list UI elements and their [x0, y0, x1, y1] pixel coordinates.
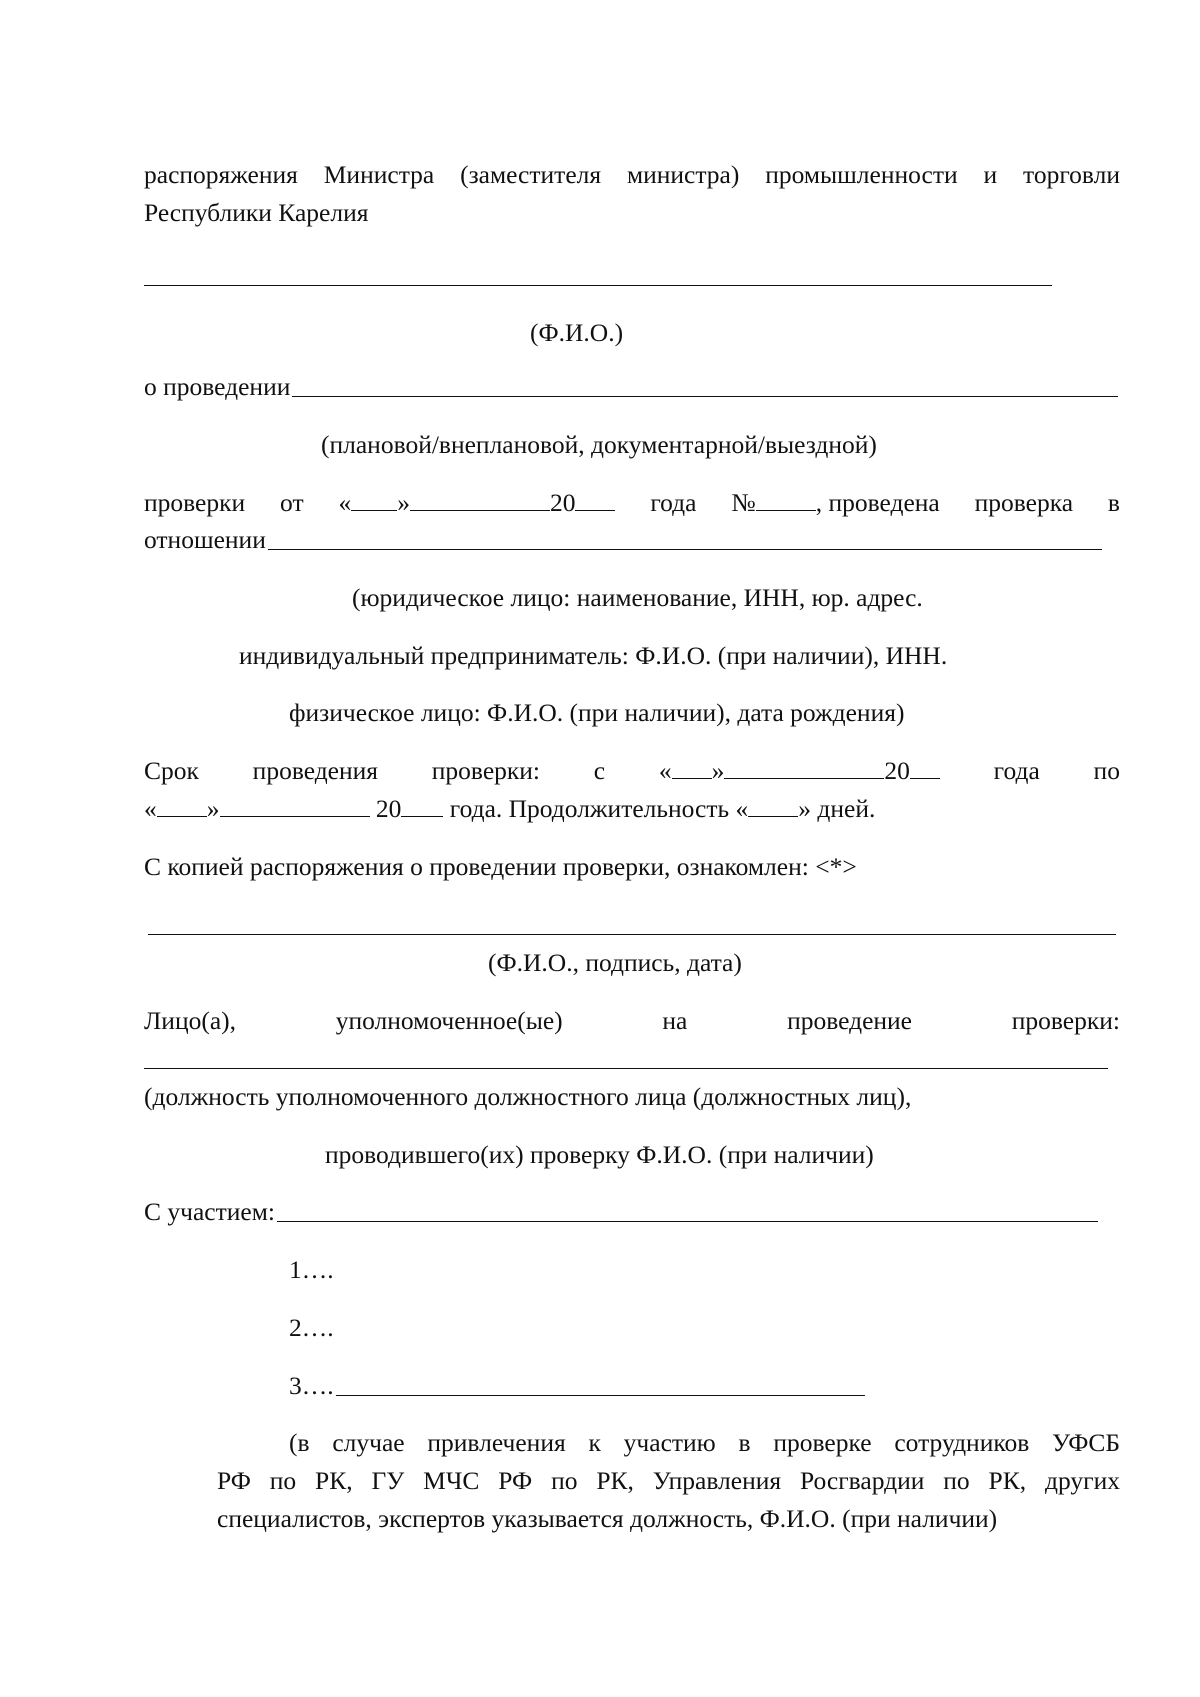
conduct-caption: (плановой/внеплановой, документарной/выездной) [321, 430, 877, 459]
authorized-row [144, 1006, 1120, 1036]
authorized-word-1: Лицо(а), [144, 1006, 237, 1035]
subject-caption-3: физическое лицо: Ф.И.О. (при наличии), дата рождения) [289, 698, 905, 727]
term-word-5: года [993, 756, 1040, 785]
inspection-word-3: года [650, 488, 697, 517]
inspection-word-1: проверки [144, 488, 246, 517]
fio-caption: (Ф.И.О.) [530, 318, 624, 347]
term-word-3: проверки: [431, 756, 541, 785]
conduct-label: о проведении [144, 372, 291, 401]
term-word-1: Срок [144, 756, 199, 785]
inspection-word-6: в [1107, 488, 1120, 517]
term-row-2: « » 20 года. Продолжительность « » дней. [144, 794, 876, 823]
participation-label: С участием: [144, 1197, 275, 1226]
term-word-4: с [593, 756, 606, 785]
authorized-word-5: проверки: [1011, 1006, 1120, 1035]
relation-row [144, 525, 1102, 555]
fio-blank-line [144, 285, 1052, 286]
subject-caption-2: индивидуальный предприниматель: Ф.И.О. (при наличии), ИНН. [239, 641, 948, 670]
inspection-word-2: от [280, 488, 304, 517]
header-line-2: Республики Карелия [144, 198, 369, 227]
note-line-1: (в случае привлечения к участию в проверке сотрудников УФСБ [289, 1428, 1120, 1457]
inspection-row [144, 488, 1120, 518]
participation-blank [277, 1221, 1098, 1222]
inspection-date: « » 20 [338, 488, 615, 518]
inspection-number: № , проведена [731, 488, 940, 517]
participation-row [144, 1197, 1098, 1227]
participant-item-3-row [289, 1371, 865, 1401]
conduct-row [144, 372, 1118, 402]
acquainted-text: С копией распоряжения о проведении проверки, ознакомлен: <*> [144, 852, 857, 881]
subject-caption-1: (юридическое лицо: наименование, ИНН, юр. адрес. [352, 583, 923, 612]
participant-item-2: 2…. [289, 1313, 334, 1342]
authorized-word-3: на [662, 1006, 688, 1035]
term-row-1 [144, 756, 1120, 786]
relation-blank [268, 549, 1102, 550]
authorized-word-4: проведение [787, 1006, 913, 1035]
conduct-blank [292, 396, 1118, 397]
signature-blank-line [148, 934, 1116, 935]
signature-caption: (Ф.И.О., подпись, дата) [488, 948, 742, 977]
authorized-caption-2: проводившего(их) проверку Ф.И.О. (при наличии) [325, 1140, 874, 1169]
authorized-blank-line [144, 1068, 1108, 1069]
authorized-word-2: уполномоченное(ые) [335, 1006, 563, 1035]
term-date-from: « » 20 [659, 756, 940, 786]
participant-item-3: 3…. [289, 1371, 334, 1400]
note-line-2: РФ по РК, ГУ МЧС РФ по РК, Управления Росгвардии по РК, других [217, 1466, 1120, 1495]
header-line-1: распоряжения Министра (заместителя министра) промышленности и торговли [144, 160, 1120, 189]
participant-item-1: 1…. [289, 1255, 334, 1284]
inspection-word-5: проверка [974, 488, 1074, 517]
participant-item-3-blank [336, 1395, 865, 1396]
term-word-6: по [1093, 756, 1120, 785]
term-word-2: проведения [252, 756, 379, 785]
relation-label: отношении [144, 525, 266, 554]
note-line-3: специалистов, экспертов указывается должность, Ф.И.О. (при наличии) [217, 1504, 998, 1533]
authorized-caption-1: (должность уполномоченного должностного лица (должностных лиц), [144, 1082, 912, 1111]
